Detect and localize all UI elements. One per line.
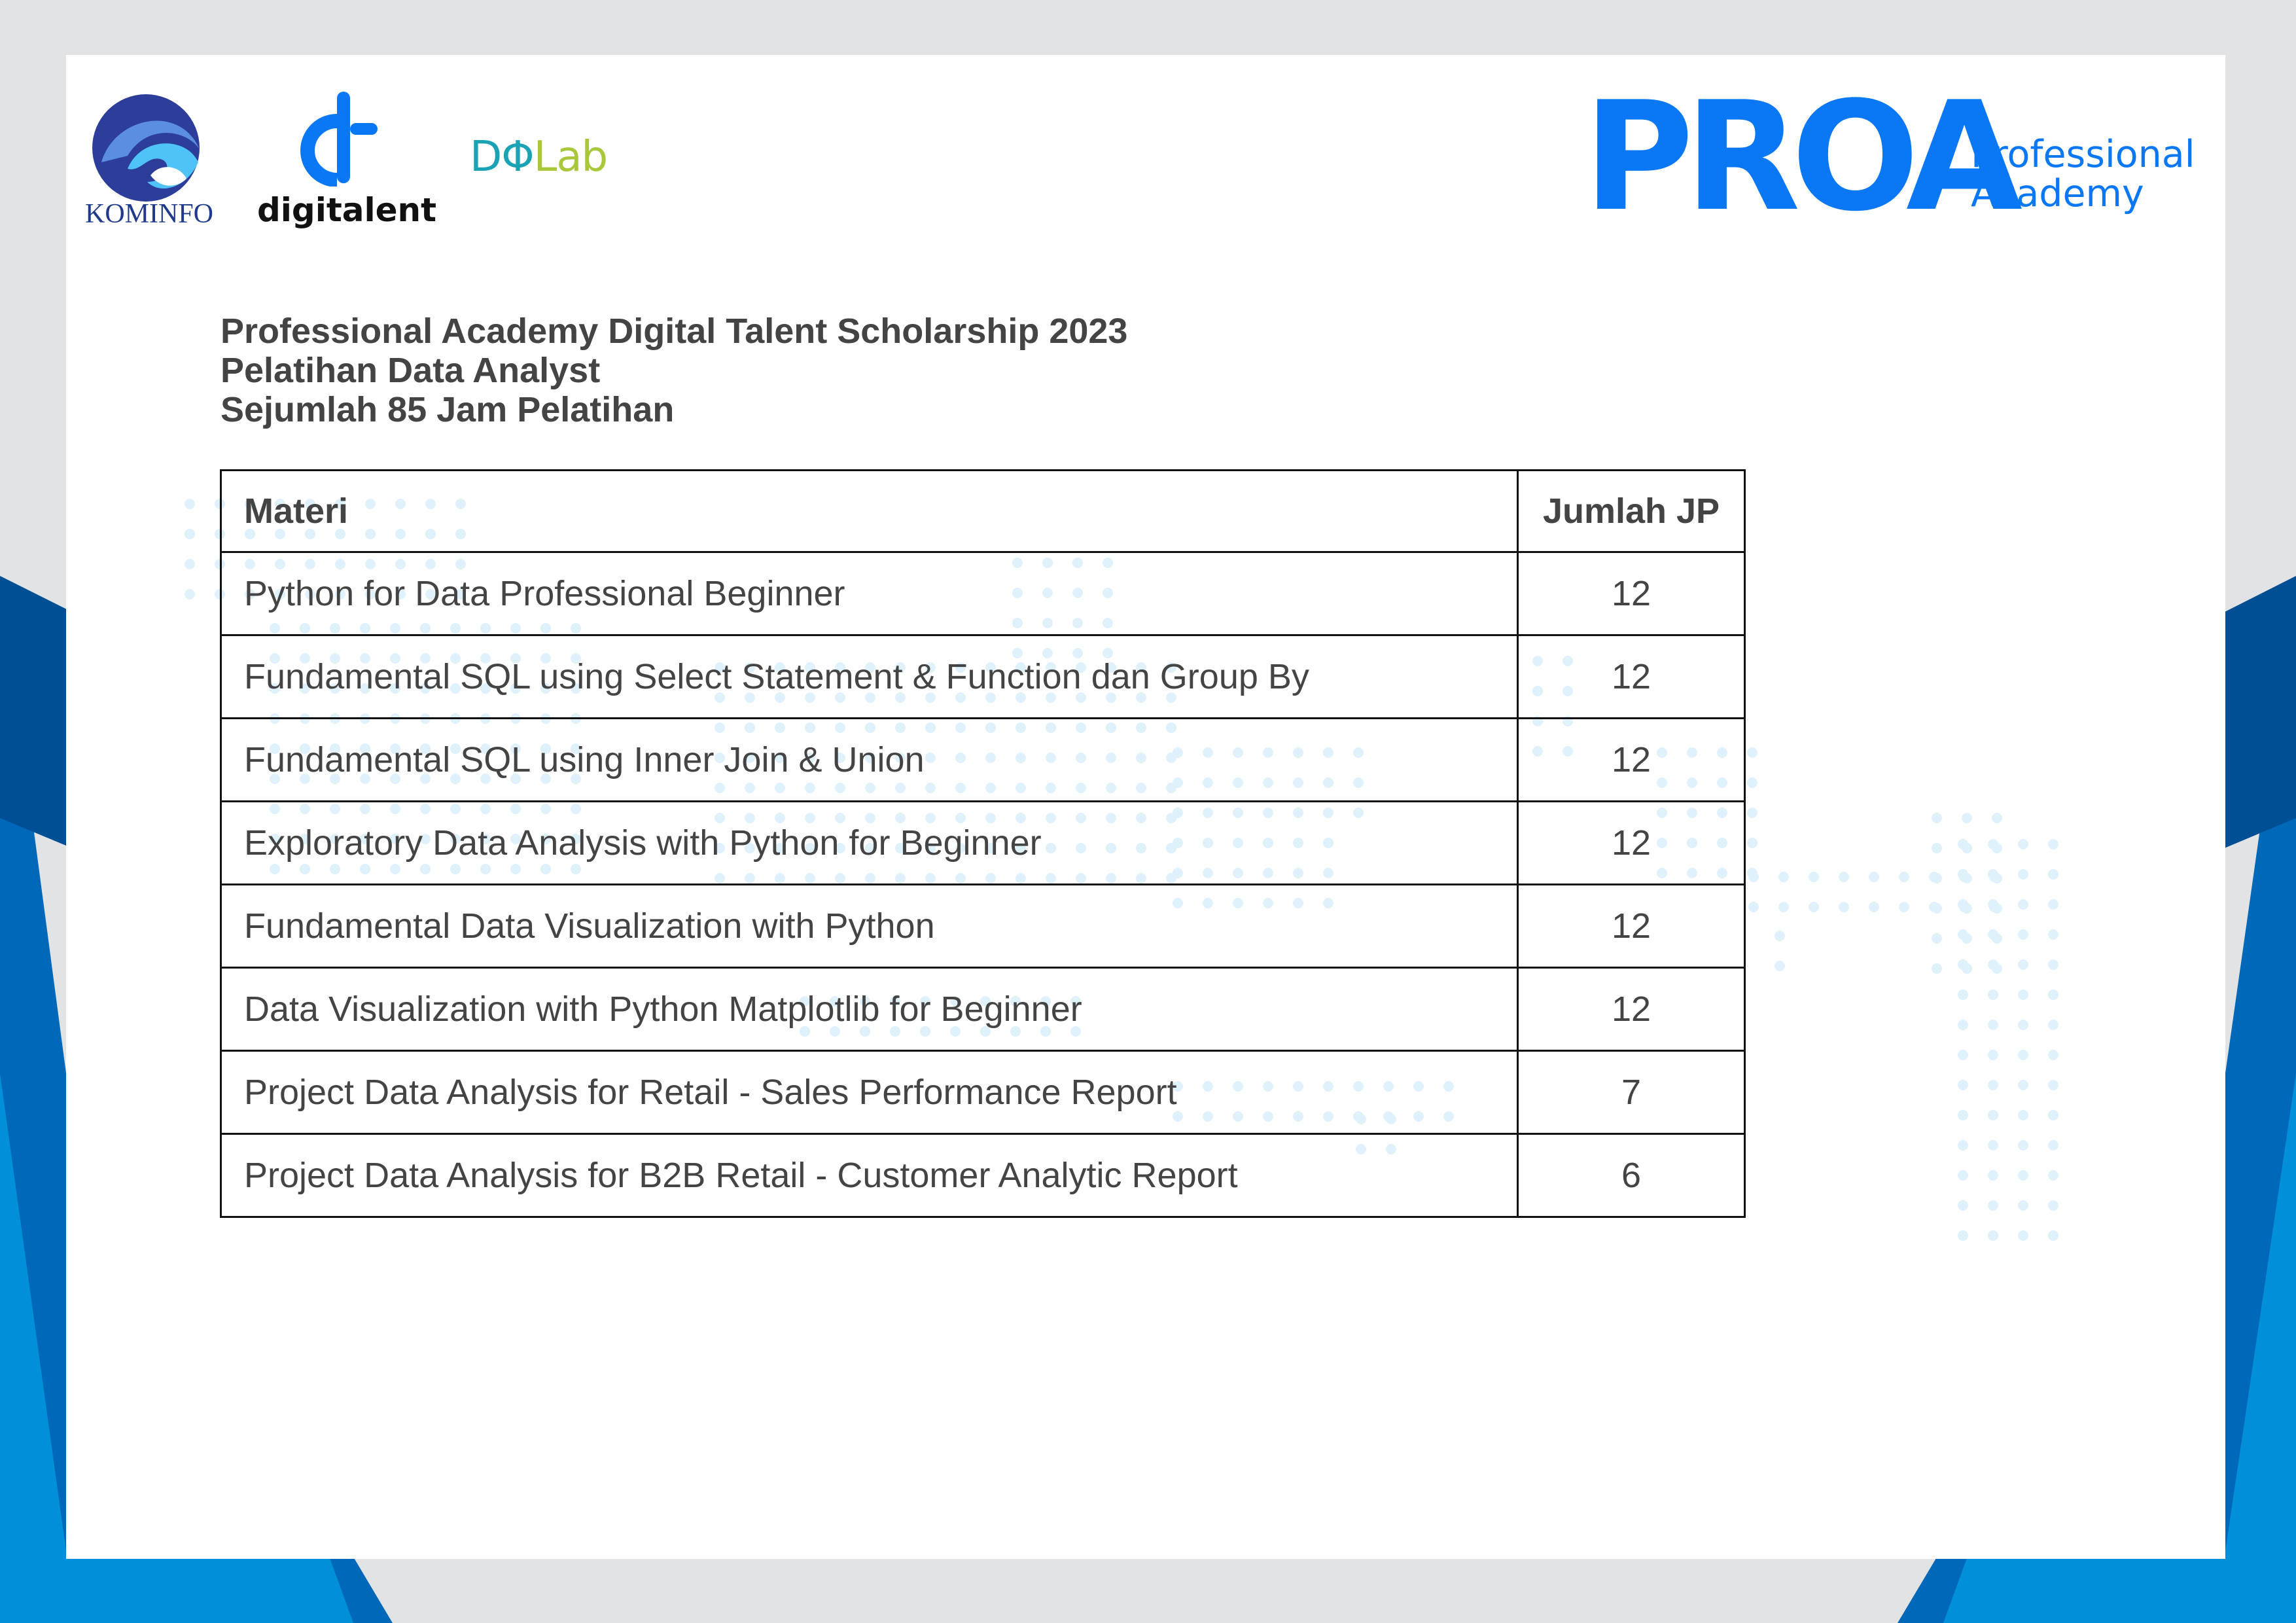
digitalent-logo-icon <box>298 92 383 187</box>
map-dot <box>1958 959 1968 970</box>
dolab-d: D <box>470 133 502 181</box>
map-dot <box>1809 902 1819 912</box>
map-dot <box>2048 899 2058 910</box>
map-dot <box>1747 747 1757 758</box>
header-materi: Materi <box>221 471 1518 552</box>
table-row <box>221 635 1745 719</box>
dolab-lab: Lab <box>533 133 608 181</box>
map-dot <box>1932 963 1942 974</box>
map-dot <box>1748 872 1759 882</box>
materi-cell: Data Visualization with Python Matplotlib for Beginner <box>221 968 1518 1051</box>
map-dot <box>2018 1200 2028 1211</box>
map-dot <box>1775 961 1785 971</box>
dolab-o: Φ <box>501 133 534 181</box>
table-row <box>221 968 1745 1051</box>
map-dot <box>2018 1140 2028 1150</box>
map-dot <box>1958 929 1968 940</box>
map-dot <box>1839 902 1849 912</box>
map-dot <box>2048 1050 2058 1060</box>
dolab-logo <box>470 133 607 181</box>
digitalent-wordmark: digitalent <box>257 191 437 229</box>
map-dot <box>1988 1140 1998 1150</box>
map-dot <box>2018 869 2028 880</box>
table-row <box>221 802 1745 885</box>
map-dot <box>2018 959 2028 970</box>
map-dot <box>1958 1170 1968 1181</box>
map-dot <box>2048 1170 2058 1181</box>
map-dot <box>1988 869 1998 880</box>
map-dot <box>1958 1020 1968 1030</box>
materi-cell: Project Data Analysis for B2B Retail - Customer Analytic Report <box>221 1134 1518 1217</box>
training-name: Pelatihan Data Analyst <box>221 351 601 390</box>
map-dot <box>2018 1110 2028 1120</box>
map-dot <box>2048 929 2058 940</box>
materi-cell: Exploratory Data Analysis with Python for Beginner <box>221 802 1518 885</box>
map-dot <box>1988 1050 1998 1060</box>
map-dot <box>2048 1020 2058 1030</box>
map-dot <box>1992 813 2002 823</box>
map-dot <box>1988 929 1998 940</box>
map-dot <box>2018 929 2028 940</box>
kominfo-wordmark: KOMINFO <box>85 199 214 229</box>
map-dot <box>2018 990 2028 1000</box>
map-dot <box>1958 1050 1968 1060</box>
proa-subtitle <box>1971 135 2195 213</box>
jp-cell: 6 <box>1518 1134 1745 1217</box>
map-dot <box>1958 899 1968 910</box>
jp-cell: 12 <box>1518 719 1745 802</box>
map-dot <box>2048 1230 2058 1241</box>
map-dot <box>1958 1140 1968 1150</box>
map-dot <box>185 559 195 569</box>
map-dot <box>1839 872 1849 882</box>
training-hours: Sejumlah 85 Jam Pelatihan <box>221 390 675 429</box>
materi-cell: Fundamental SQL using Inner Join & Union <box>221 719 1518 802</box>
map-dot <box>2048 869 2058 880</box>
map-dot <box>1988 1110 1998 1120</box>
jp-cell: 7 <box>1518 1051 1745 1134</box>
jp-cell: 12 <box>1518 968 1745 1051</box>
map-dot <box>1958 1080 1968 1090</box>
map-dot <box>2018 1170 2028 1181</box>
proa-subtitle-line2: Academy <box>1971 172 2144 215</box>
map-dot <box>1958 1110 1968 1120</box>
program-heading <box>221 312 1127 429</box>
map-dot <box>1932 873 1942 883</box>
map-dot <box>1932 813 1942 823</box>
map-dot <box>1988 899 1998 910</box>
map-dot <box>2018 839 2028 849</box>
jp-cell: 12 <box>1518 552 1745 635</box>
map-dot <box>185 529 195 539</box>
map-dot <box>185 499 195 509</box>
map-dot <box>1932 933 1942 944</box>
map-dot <box>2018 1230 2028 1241</box>
map-dot <box>1962 813 1972 823</box>
materi-cell: Fundamental Data Visualization with Python <box>221 885 1518 968</box>
table-row <box>221 1134 1745 1217</box>
map-dot <box>1988 1020 1998 1030</box>
map-dot <box>1958 839 1968 849</box>
map-dot <box>2018 1050 2028 1060</box>
map-dot <box>185 589 195 599</box>
map-dot <box>1869 902 1879 912</box>
map-dot <box>2048 839 2058 849</box>
table-row <box>221 719 1745 802</box>
map-dot <box>2018 1080 2028 1090</box>
map-dot <box>1747 838 1757 848</box>
map-dot <box>1988 1080 1998 1090</box>
map-dot <box>2018 899 2028 910</box>
jp-cell: 12 <box>1518 802 1745 885</box>
materi-cell: Python for Data Professional Beginner <box>221 552 1518 635</box>
map-dot <box>1869 872 1879 882</box>
map-dot <box>2018 1020 2028 1030</box>
map-dot <box>1988 1200 1998 1211</box>
kominfo-logo-icon <box>88 90 206 202</box>
map-dot <box>1988 959 1998 970</box>
map-dot <box>2048 959 2058 970</box>
table-header-row <box>221 471 1745 552</box>
map-dot <box>1932 903 1942 914</box>
map-dot <box>1958 1200 1968 1211</box>
map-dot <box>2048 1110 2058 1120</box>
table-row <box>221 1051 1745 1134</box>
map-dot <box>1778 902 1789 912</box>
jp-cell: 12 <box>1518 635 1745 719</box>
map-dot <box>1748 902 1759 912</box>
proa-logo: PROA <box>1583 70 2014 245</box>
map-dot <box>2048 1200 2058 1211</box>
map-dot <box>1988 990 1998 1000</box>
jp-cell: 12 <box>1518 885 1745 968</box>
map-dot <box>2048 1140 2058 1150</box>
map-dot <box>1958 990 1968 1000</box>
map-dot <box>1958 869 1968 880</box>
map-dot <box>1988 839 1998 849</box>
map-dot <box>1775 931 1785 941</box>
program-title: Professional Academy Digital Talent Scholarship 2023 <box>221 312 1128 351</box>
materi-cell: Project Data Analysis for Retail - Sales Performance Report <box>221 1051 1518 1134</box>
map-dot <box>1899 872 1909 882</box>
map-dot <box>1809 872 1819 882</box>
proa-subtitle-line1: Professional <box>1971 133 2195 176</box>
map-dot <box>1747 808 1757 818</box>
map-dot <box>2048 1080 2058 1090</box>
map-dot <box>1747 777 1757 788</box>
header-jumlah-jp: Jumlah JP <box>1518 471 1745 552</box>
map-dot <box>1988 1170 1998 1181</box>
map-dot <box>1778 872 1789 882</box>
map-dot <box>1899 902 1909 912</box>
table-row <box>221 552 1745 635</box>
materi-table <box>220 469 1746 1218</box>
table-row <box>221 885 1745 968</box>
map-dot <box>1932 843 1942 853</box>
map-dot <box>1958 1230 1968 1241</box>
map-dot <box>1988 1230 1998 1241</box>
materi-cell: Fundamental SQL using Select Statement & Function dan Group By <box>221 635 1518 719</box>
map-dot <box>2048 990 2058 1000</box>
